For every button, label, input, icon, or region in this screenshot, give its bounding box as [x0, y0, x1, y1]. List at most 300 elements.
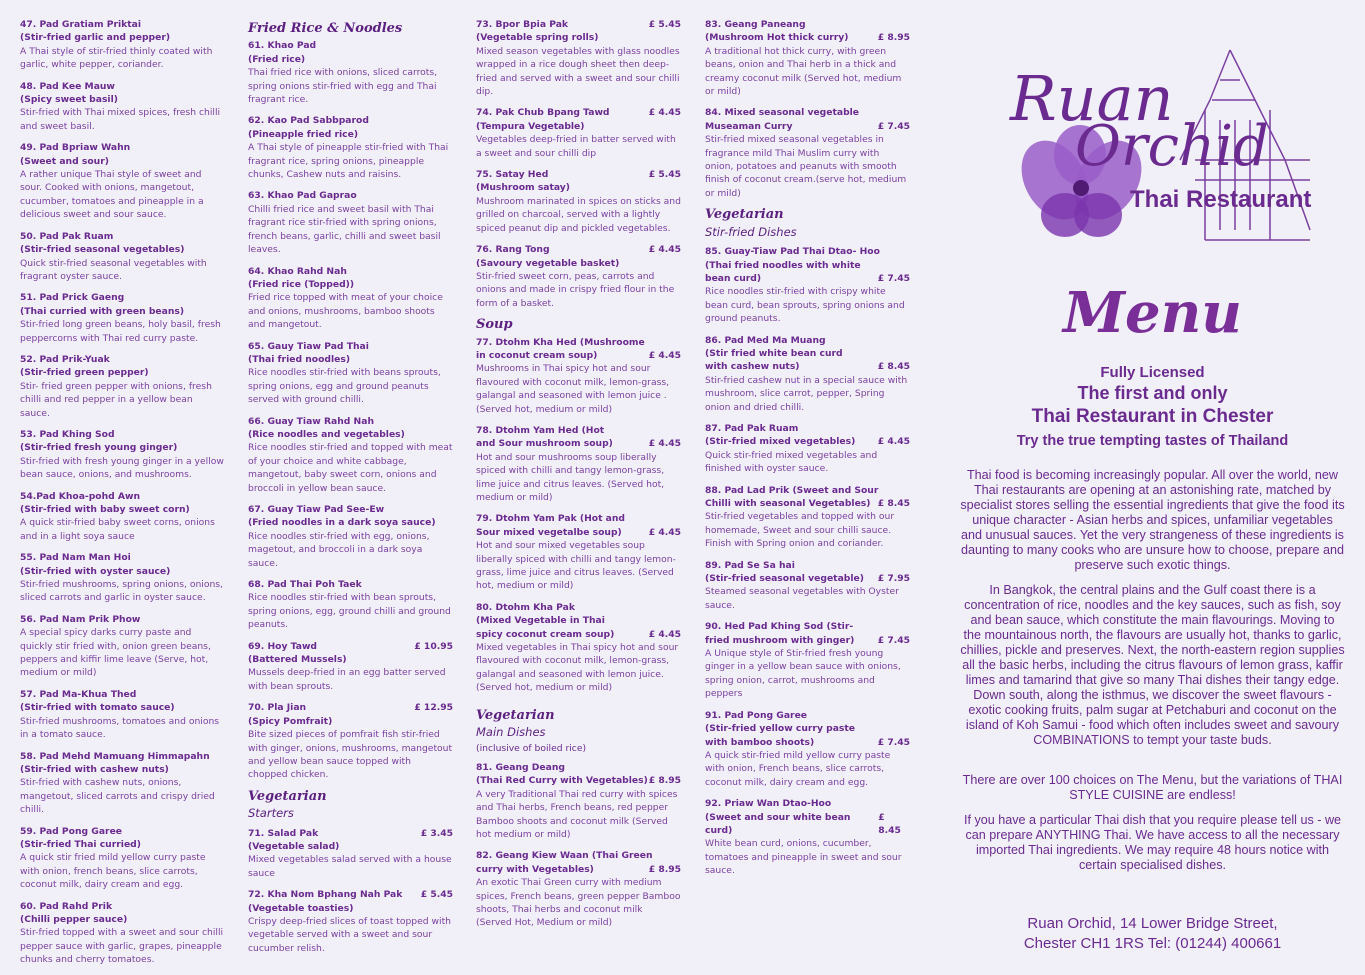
menu-item-description: Stir-fried mushrooms, spring onions, onions, sliced carrots and garlic in oyster sauce.: [20, 579, 223, 604]
menu-item-title: [248, 888, 453, 901]
menu-item: [20, 80, 225, 134]
section-heading-vegetarian-stirfried: Vegetarian: [705, 207, 784, 223]
menu-item-title: [705, 245, 910, 258]
menu-item-name: 64. Khao Rahd Nah: [248, 265, 347, 277]
menu-item-price: £ 5.45: [648, 19, 681, 30]
menu-item: [20, 688, 225, 742]
menu-item-subtitle: [20, 565, 225, 578]
menu-item-subtitle-text: (Fried noodles in a dark soya sauce): [248, 517, 436, 529]
menu-item-subtitle-text: (Stir-fried green pepper): [20, 367, 149, 379]
menu-item-subtitle: [248, 653, 453, 666]
menu-item-description: Stir-fried mushrooms, tomatoes and onions in a tomato sauce.: [20, 715, 220, 741]
menu-item-price: £ 8.95: [648, 863, 681, 875]
menu-item-subtitle-text: (Stir-fried fresh young ginger): [20, 442, 178, 454]
menu-item-name: 51. Pad Prick Gaeng: [20, 292, 125, 304]
menu-item-description: Vegetables deep-fried in batter served with a sweet and sour chilli dip: [476, 134, 676, 159]
thai-restaurant-in-chester: Thai Restaurant in Chester: [1031, 406, 1274, 427]
menu-item: [476, 106, 681, 160]
menu-item-name: 49. Pad Bpriaw Wahn: [20, 142, 131, 154]
menu-item-description: Stir- fried green pepper with onions, fresh chilli and red pepper in a yellow bean sauce.: [20, 380, 212, 419]
menu-item-name: 81. Geang Deang: [476, 761, 565, 773]
menu-item-subtitle: [705, 360, 910, 373]
menu-item: [705, 334, 910, 414]
menu-item-description: A Thai style of pineapple stir-fried with Thai fragrant rice, spring onions, pineapple chunks, Cashew nuts and raisins.: [248, 142, 449, 181]
menu-item-name: 72. Kha Nom Bphang Nah Pak: [248, 889, 403, 901]
menu-item-subtitle: [248, 840, 453, 853]
menu-item-subtitle-text: Sour mixed vegetalbe soup): [476, 526, 622, 538]
menu-item-name: 48. Pad Kee Mauw: [20, 80, 115, 92]
menu-item-price: £ 8.45: [877, 498, 910, 509]
menu-item-title: [20, 490, 225, 503]
menu-item-name: 88. Pad Lad Prik (Sweet and Sour: [705, 484, 879, 496]
menu-item-subtitle-text: (Stir-fried seasonal vegetables): [20, 244, 185, 256]
menu-item-title: [476, 849, 681, 862]
menu-item: [705, 559, 910, 613]
menu-item-price: £ 4.45: [648, 438, 681, 450]
menu-item-description: Steamed seasonal vegetables with Oyster sauce.: [705, 586, 899, 611]
menu-item-title: [20, 230, 225, 243]
menu-item-subtitle: [705, 120, 910, 133]
menu-item-subtitle: [248, 516, 453, 529]
menu-item-subtitle: [20, 701, 225, 714]
menu-item: [20, 291, 225, 345]
menu-item: [705, 797, 910, 877]
menu-item-subtitle: [248, 128, 453, 141]
menu-item: [248, 827, 453, 881]
menu-item-name: 85. Guay-Tiaw Pad Thai Dtao- Hoo: [705, 246, 880, 258]
menu-item-subtitle-text: (Mixed Vegetable in Thai: [476, 615, 605, 627]
menu-item-subtitle: [248, 902, 453, 915]
menu-item-title: [20, 613, 225, 626]
ruan-orchid-logo: [980, 40, 1330, 250]
menu-item-subtitle: [476, 863, 681, 876]
menu-item-description: White bean curd, onions, cucumber, tomatoes and pineapple in sweet and sour sauce.: [705, 838, 902, 877]
menu-item-title: [476, 424, 681, 437]
menu-item-price: £ 4.45: [648, 107, 681, 119]
menu-item-description: Rice noodles stir-fried with crispy white bean curd, bean sprouts, spring onions and ground peanuts.: [705, 286, 905, 325]
section-subheading-stirfried: Stir-fried Dishes: [705, 224, 797, 239]
menu-item-name: 54.Pad Khoa-pohd Awn: [20, 490, 141, 502]
menu-item-price: £ 7.45: [877, 272, 910, 284]
menu-item-price: £ 7.45: [877, 634, 910, 646]
menu-item-price: £ 7.45: [877, 120, 910, 132]
menu-item-subtitle-text: (Sweet and sour white bean curd): [705, 811, 851, 836]
menu-item-price: £ 10.95: [414, 640, 453, 652]
menu-item-subtitle: [20, 503, 225, 516]
menu-item-name: 73. Bpor Bpia Pak: [476, 19, 569, 30]
menu-item-description: Stir-fried vegetables and topped with our homemade, Sweet and sour chilli sauce. Finish with Spring onion and coriander.: [705, 511, 895, 550]
menu-item-name: 63. Khao Pad Gaprao: [248, 190, 357, 202]
menu-item: [20, 141, 225, 221]
menu-item-name: 80. Dtohm Kha Pak: [476, 601, 575, 613]
menu-item: [705, 620, 910, 700]
menu-column-4: [705, 18, 910, 886]
menu-item-name: 77. Dtohm Kha Hed (Mushroome: [476, 336, 645, 348]
menu-item-name: 59. Pad Pong Garee: [20, 825, 123, 837]
intro-paragraph-3: There are over 100 choices on The Menu, but the variations of THAI STYLE CUISINE are endless!: [962, 773, 1343, 802]
menu-item-title: [476, 512, 681, 525]
menu-column-1: [20, 18, 225, 975]
menu-item-price: £ 3.45: [420, 827, 453, 839]
menu-item: [476, 761, 681, 841]
menu-item-name: 57. Pad Ma-Khua Thed: [20, 688, 137, 700]
menu-item-subtitle: [476, 181, 681, 194]
menu-item-name: 87. Pad Pak Ruam: [705, 422, 799, 434]
menu-item-subtitle-text: (Stir-fried with oyster sauce): [20, 565, 171, 577]
menu-item-subtitle: [476, 774, 681, 787]
menu-item: [705, 245, 910, 325]
menu-item: [705, 422, 910, 476]
menu-item-subtitle: [20, 763, 225, 776]
menu-item-name: 91. Pad Pong Garee: [705, 709, 808, 721]
menu-column-2: [248, 18, 453, 963]
menu-item-subtitle-text: (Stir-fried yellow curry paste: [705, 723, 856, 735]
menu-item: [248, 888, 453, 955]
section-heading-soup: Soup: [476, 317, 513, 333]
menu-item-subtitle-text: (Stir-fried with baby sweet corn): [20, 504, 190, 515]
menu-item-description: Rice noodles stir-fried with egg, onions, magetout, and broccoli in a dark soya sauce.: [248, 530, 430, 569]
menu-item-name: 53. Pad Khing Sod: [20, 428, 115, 440]
menu-item-subtitle: [476, 628, 681, 641]
menu-item-name: 65. Gauy Tiaw Pad Thai: [248, 340, 369, 352]
menu-item: [20, 750, 225, 817]
menu-item-subtitle: [20, 366, 225, 379]
menu-item-description: Stir-fried cashew nut in a special sauce with mushroom, slice carrot, pepper, Spring onion and dried chilli.: [705, 374, 908, 413]
menu-item-price: £ 8.45: [878, 811, 901, 836]
menu-item: [705, 709, 910, 789]
menu-item-title: [705, 334, 910, 347]
menu-item-subtitle: [705, 435, 910, 448]
menu-item: [20, 551, 225, 605]
menu-item-description: Mixed vegetables salad served with a house sauce: [248, 854, 452, 879]
menu-item-subtitle-text: (Rice noodles and vegetables): [248, 428, 405, 440]
menu-item: [476, 168, 681, 235]
menu-item-description: A special spicy darks curry paste and quickly stir fried with, onion green beans, peppers and kiffir lime leave (Serve, hot, medium or mild): [20, 627, 211, 679]
menu-item-title: [248, 39, 453, 52]
menu-item-subtitle-text: (Stir fried white bean curd: [705, 347, 843, 359]
menu-item-price: £ 4.45: [648, 526, 681, 538]
menu-item-title: [705, 422, 910, 435]
menu-item-subtitle-text: (Vegetable toasties): [248, 902, 354, 914]
menu-item-title: [20, 291, 225, 304]
menu-item: [248, 415, 453, 495]
menu-item-title: [248, 640, 453, 653]
menu-item-title: [476, 168, 681, 181]
menu-item-description: A quick stir-fried baby sweet corns, onions and in a light soya sauce: [20, 517, 215, 542]
address-block: [960, 914, 1345, 954]
menu-item: [248, 189, 453, 256]
section-note-boiled-rice: (inclusive of boiled rice): [476, 742, 587, 754]
menu-item-subtitle-text: bean curd): [705, 272, 762, 284]
menu-item-name: 83. Geang Paneang: [705, 19, 806, 30]
menu-item-subtitle: [20, 913, 225, 926]
fully-licensed: Fully Licensed: [1100, 364, 1205, 381]
menu-item-title: [248, 503, 453, 516]
menu-item-price: £ 8.45: [877, 361, 910, 373]
menu-item-description: A traditional hot thick curry, with green beans, onion and Thai herb in a thick and creamy coconut milk (Served hot, medium or mild): [705, 45, 902, 98]
menu-item-description: A quick stir-fried mild yellow curry paste with onion, French beans, slice carrots, coconut milk, dairy cream and egg.: [705, 749, 891, 788]
menu-item-subtitle-text: (Stir-fried Thai curried): [20, 838, 141, 850]
menu-item-description: Mussels deep-fried in an egg batter served with bean sprouts.: [248, 667, 446, 692]
menu-item-description: Mushroom marinated in spices on sticks and grilled on charcoal, served with a lightly spiced peanut dip and pickled vegetables.: [476, 195, 681, 234]
logo-orchid-text: Orchid: [1075, 114, 1269, 179]
menu-item-description: Stir-fried with Thai mixed spices, fresh chilli and sweet basil.: [20, 107, 221, 132]
logo-thai-restaurant-text: Thai Restaurant: [1130, 186, 1312, 213]
menu-item-name: 92. Priaw Wan Dtao-Hoo: [705, 798, 832, 810]
menu-item-name: 71. Salad Pak: [248, 827, 319, 839]
menu-item-description: Stir-fried topped with a sweet and sour chilli pepper sauce with garlic, grapes, pineapple chunks and cherry tomatoes.: [20, 927, 224, 966]
menu-item-description: Stir-fried with cashew nuts, onions, mangetout, sliced carrots and crispy dried chilli.: [20, 777, 215, 816]
menu-item: [705, 484, 910, 551]
menu-item-subtitle: [705, 634, 910, 647]
menu-item-description: Stir-fried sweet corn, peas, carrots and onions and made in crispy fried flour in the form of a basket.: [476, 270, 675, 309]
menu-item-title: [20, 428, 225, 441]
menu-item-subtitle: [20, 838, 225, 851]
menu-item: [248, 578, 453, 632]
menu-item-subtitle-text: (Stir-fried seasonal vegetable): [705, 573, 864, 585]
menu-item-subtitle-text: (Chilli pepper sauce): [20, 913, 128, 925]
menu-item-title: [476, 601, 681, 614]
menu-item-title: [248, 578, 453, 591]
menu-item-title: [705, 559, 910, 572]
menu-item-name: 69. Hoy Tawd: [248, 640, 318, 652]
section-heading-fried-rice: Fried Rice & Noodles: [248, 21, 403, 36]
menu-item-title: [20, 750, 225, 763]
section-subheading-starters: Starters: [248, 806, 294, 821]
menu-item-title: [248, 114, 453, 127]
menu-item-title: [20, 141, 225, 154]
menu-item-description: Hot and sour mushrooms soup liberally spiced with chilli and tangy lemon-grass, lime juice and citrus leaves. (Served hot, medium or mild): [476, 451, 665, 503]
menu-item-description: Stir-fried mixed seasonal vegetables in fragrance mild Thai Muslim curry with onion, potatoes and peanuts with smooth finish of coconut cream.(serve hot, medium or mild): [705, 134, 907, 199]
menu-item-description: Mixed season vegetables with glass noodles wrapped in a rice dough sheet then deep-fried and served with a sweet and sour chilli dip.: [476, 45, 680, 98]
menu-item-subtitle-text: (Mushroom Hot thick curry): [705, 32, 849, 44]
menu-item: [20, 353, 225, 420]
menu-item-subtitle: [476, 349, 681, 362]
menu-item-subtitle: [248, 53, 453, 66]
menu-item-title: [705, 484, 910, 497]
menu-item-description: Thai fried rice with onions, sliced carrots, spring onions stir-fried with egg and Thai fragrant rice.: [248, 67, 438, 106]
menu-item-subtitle: [705, 347, 910, 360]
menu-item-description: Rice noodles stir-fried with bean sprouts, spring onions, egg, ground chilli and ground peanuts.: [248, 592, 451, 631]
menu-item-subtitle: [705, 272, 910, 285]
menu-item-subtitle: [705, 259, 910, 272]
menu-item-description: Stir-fried with fresh young ginger in a yellow bean sauce, onions, and mushrooms.: [20, 455, 224, 481]
menu-item-title: [705, 797, 910, 810]
menu-item-description: Chilli fried rice and sweet basil with Thai fragrant rice stir-fried with spring onions, french beans, garlic, chilli and sweet basil leaves.: [248, 203, 441, 256]
menu-item: [705, 18, 910, 98]
menu-item-name: 52. Pad Prik-Yuak: [20, 353, 110, 365]
menu-item: [20, 900, 225, 967]
menu-item-title: [20, 825, 225, 838]
menu-item-title: [248, 827, 453, 840]
menu-item-price: £ 5.45: [648, 169, 681, 181]
menu-item-subtitle: [476, 437, 681, 450]
menu-item-subtitle: [248, 715, 453, 728]
menu-item-name: 90. Hed Pad Khing Sod (Stir-: [705, 621, 854, 633]
intro-paragraph-2: In Bangkok, the central plains and the Gulf coast there is a concentration of rice, noodles and the key sauces, such as fish, soy and bean sauce, which constitute the main flavourings. Moving to the mountainous north, the flavours are usually hot, thanks to garlic, chillies, pickle and preserves. Next, the north-eastern region supplies all the basic herbs, including the citrus flavours of lemon grass, kaffir limes and tamarind that give so many Thai dishes their tangy edge. Down south, along the isthmus, we discover the sweet flavours - exotic cooking fruits, palm sugar at Petchaburi and coconut on the island of Koh Samui - food which often includes sweet and savoury COMBINATIONS to tempt your taste buds.: [960, 583, 1345, 747]
menu-item-name: 67. Guay Tiaw Pad See-Ew: [248, 504, 385, 515]
menu-item-title: [476, 18, 681, 31]
restaurant-info-panel: [960, 0, 1345, 973]
menu-item: [20, 230, 225, 284]
menu-item: [476, 424, 681, 504]
menu-item: [248, 503, 453, 570]
tagline: Try the true tempting tastes of Thailand: [1016, 433, 1289, 449]
menu-item-description: Quick stir-fried mixed vegetables and finished with oyster sauce.: [705, 449, 878, 475]
menu-item-subtitle-text: (Stir-fried with tomato sauce): [20, 702, 175, 714]
menu-item-name: 78. Dtohm Yam Hed (Hot: [476, 424, 605, 436]
menu-item: [705, 106, 910, 200]
menu-item-subtitle-text: (Savoury vegetable basket): [476, 257, 620, 269]
menu-item-title: [20, 551, 225, 564]
menu-item-subtitle: [20, 441, 225, 454]
menu-item-subtitle-text: with cashew nuts): [705, 361, 800, 373]
menu-item: [476, 512, 681, 592]
address-line-1: Ruan Orchid, 14 Lower Bridge Street,: [1027, 915, 1278, 932]
headline-block: [960, 364, 1345, 449]
menu-item-subtitle-text: (Vegetable salad): [248, 840, 340, 852]
menu-item-title: [705, 106, 910, 119]
menu-item-description: A rather unique Thai style of sweet and sour. Cooked with onions, mangetout, cucumber, tomatoes and pineapple in a delicious sweet and sour sauce.: [20, 169, 204, 221]
menu-item-subtitle-text: (Spicy sweet basil): [20, 94, 118, 106]
menu-item-name: 60. Pad Rahd Prik: [20, 900, 113, 912]
menu-item-title: [248, 415, 453, 428]
menu-item-subtitle: [705, 736, 910, 749]
menu-item-subtitle: [248, 353, 453, 366]
menu-item-description: Stir-fried long green beans, holy basil, fresh peppercorns with Thai red curry paste.: [20, 319, 221, 344]
menu-item-description: A very Traditional Thai red curry with spices and Thai herbs, French beans, red pepper Bamboo shoots and coconut milk (Served hot medium or mild): [476, 788, 678, 840]
logo-ruan-text: Ruan: [1010, 62, 1174, 135]
menu-item-title: [20, 80, 225, 93]
menu-item-price: £ 4.45: [648, 349, 681, 361]
menu-item-price: £ 7.45: [877, 736, 910, 748]
menu-item-name: 62. Kao Pad Sabbparod: [248, 115, 369, 127]
menu-item-subtitle: [476, 120, 681, 133]
menu-item-subtitle-text: (Spicy Pomfrait): [248, 715, 333, 727]
menu-item-title: [20, 900, 225, 913]
menu-item: [476, 601, 681, 695]
menu-item-subtitle-text: (Fried rice (Topped)): [248, 278, 355, 290]
menu-item-title: [476, 336, 681, 349]
menu-item-name: 89. Pad Se Sa hai: [705, 559, 795, 571]
menu-item-subtitle-text: (Tempura Vegetable): [476, 120, 585, 132]
menu-column-3: [476, 18, 681, 938]
menu-item-subtitle: [705, 497, 910, 510]
menu-item-subtitle-text: fried mushroom with ginger): [705, 634, 855, 646]
menu-item: [20, 428, 225, 482]
menu-item-price: £ 12.95: [414, 702, 453, 714]
menu-item-title: [248, 265, 453, 278]
menu-item-subtitle: [248, 278, 453, 291]
menu-item-subtitle-text: (Stir-fried mixed vegetables): [705, 436, 856, 448]
menu-item-subtitle-text: (Thai fried noodles with white: [705, 259, 861, 271]
menu-item-title: [476, 761, 681, 774]
menu-item-description: A quick stir fried mild yellow curry paste with onion, french beans, slice carrots, coconut milk, dairy cream and egg.: [20, 852, 206, 891]
menu-item-subtitle-text: Museaman Curry: [705, 120, 793, 132]
menu-item-price: £ 7.95: [877, 573, 910, 585]
menu-item-subtitle: [705, 722, 910, 735]
menu-item-description: Hot and sour mixed vegetables soup liberally spiced with chilli and tangy lemon-grass, lime juice and citrus leaves. (Served hot, medium or mild): [476, 540, 676, 592]
menu-item-title: [705, 18, 910, 31]
menu-item: [20, 825, 225, 892]
menu-item-title: [476, 106, 681, 119]
menu-item-subtitle: [248, 428, 453, 441]
menu-item-title: [20, 353, 225, 366]
menu-item: [476, 243, 681, 310]
menu-item-subtitle-text: (Thai fried noodles): [248, 353, 351, 365]
menu-item-title: [476, 243, 681, 256]
menu-item: [248, 39, 453, 106]
menu-item-subtitle-text: (Pineapple fried rice): [248, 128, 359, 140]
menu-item-description: Crispy deep-fried slices of toast topped with vegetable served with a sweet and sour cucumber relish.: [248, 915, 451, 954]
menu-item-subtitle-text: (Battered Mussels): [248, 654, 347, 666]
menu-item-title: [248, 340, 453, 353]
menu-item-description: Rice noodles stir-fried with beans sprouts, spring onions, egg and ground peanuts served with ground chilli.: [248, 367, 441, 406]
menu-item-price: £ 5.45: [420, 889, 453, 901]
menu-item-subtitle: [20, 155, 225, 168]
menu-item-name: 50. Pad Pak Ruam: [20, 230, 114, 242]
menu-item-name: 55. Pad Nam Man Hoi: [20, 552, 131, 564]
menu-item-price: £ 4.45: [648, 244, 681, 256]
menu-item-subtitle: [705, 572, 910, 585]
menu-item: [248, 265, 453, 332]
menu-item-subtitle: [476, 614, 681, 627]
menu-item-title: [705, 709, 910, 722]
section-subheading-main-dishes: Main Dishes: [476, 725, 546, 740]
menu-item-name: 66. Guay Tiaw Rahd Nah: [248, 415, 374, 427]
menu-item-name: 58. Pad Mehd Mamuang Himmapahn: [20, 750, 210, 762]
menu-item-subtitle-text: (Sweet and sour): [20, 155, 109, 167]
menu-item-subtitle-text: (Mushroom satay): [476, 182, 570, 194]
menu-item-subtitle-text: (Thai Red Curry with Vegetables): [476, 775, 648, 787]
menu-item-name: 56. Pad Nam Prik Phow: [20, 613, 141, 625]
menu-item-subtitle-text: (Stir-fried with cashew nuts): [20, 763, 169, 775]
menu-item-description: A Unique style of Stir-fried fresh young ginger in a yellow bean sauce with onions, spring onion, carrot, mushrooms and peppers: [705, 648, 901, 700]
menu-item: [248, 701, 453, 781]
menu-item-subtitle-text: and Sour mushroom soup): [476, 438, 613, 450]
menu-item-title: [20, 688, 225, 701]
menu-item-name: 86. Pad Med Ma Muang: [705, 334, 826, 346]
menu-item-subtitle-text: spicy coconut cream soup): [476, 628, 615, 640]
menu-item-subtitle: [20, 305, 225, 318]
menu-item-price: £ 8.95: [648, 775, 681, 787]
menu-item-price: £ 4.45: [877, 436, 910, 448]
section-heading-vegetarian-main: Vegetarian: [476, 707, 555, 723]
menu-item-name: 75. Satay Hed: [476, 169, 549, 181]
menu-item-subtitle: [20, 243, 225, 256]
menu-item: [248, 640, 453, 694]
menu-item-name: 74. Pak Chub Bpang Tawd: [476, 107, 610, 119]
menu-item: [476, 849, 681, 929]
menu-item-description: An exotic Thai Green curry with medium spices, French beans, green pepper Bamboo shoots, Thai herbs and coconut milk (Served Hot, Medium or mild): [476, 877, 681, 929]
menu-item-subtitle: [476, 526, 681, 539]
menu-item-subtitle-text: in coconut cream soup): [476, 349, 598, 361]
menu-item-name: 82. Geang Kiew Waan (Thai Green: [476, 850, 653, 862]
first-and-only: The first and only: [1077, 383, 1228, 403]
menu-item-subtitle-text: curry with Vegetables): [476, 863, 594, 875]
menu-item-title: [705, 620, 910, 633]
menu-item-subtitle: [705, 811, 910, 838]
menu-item-description: Fried rice topped with meat of your choice and onions, mushrooms, bamboo shoots and mangetout.: [248, 292, 443, 331]
menu-item-price: £ 4.45: [648, 628, 681, 640]
menu-item: [248, 114, 453, 181]
menu-item-title: [248, 189, 453, 202]
intro-paragraph-1: Thai food is becoming increasingly popular. All over the world, new Thai restaurants are opening at an astonishing rate, matched by specialist stores selling the essential ingredients that give the food its unique character - Asian herbs and spices, unfamiliar vegetables and unusual sauces. Yet the very strangeness of these ingredients is daunting to many cooks who are unsure how to choose, prepare and preserve such exotic things.: [960, 468, 1345, 572]
menu-item-title: [248, 701, 453, 714]
section-heading-vegetarian-starters: Vegetarian: [248, 788, 327, 804]
menu-item: [20, 490, 225, 544]
menu-item-name: 70. Pla Jian: [248, 702, 307, 714]
